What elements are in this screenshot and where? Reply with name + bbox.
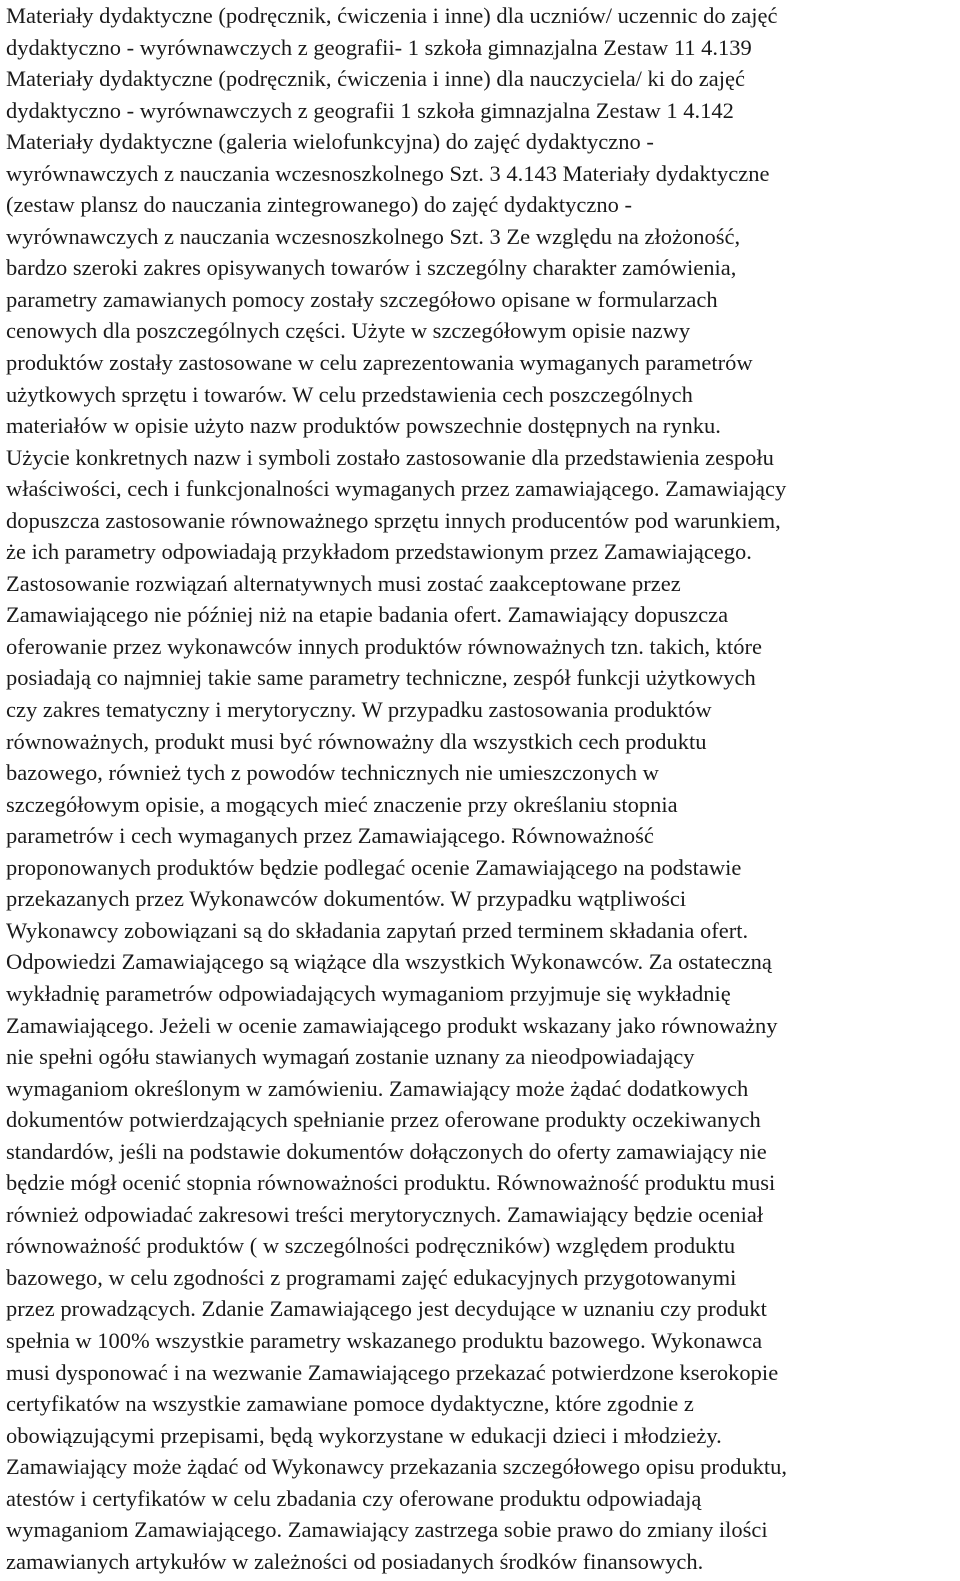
text-line: zamawianych artykułów w zależności od posiadanych środków finansowych. [6,1548,704,1574]
text-line: standardów, jeśli na podstawie dokumentów dołączonych do oferty zamawiający nie [6,1138,767,1164]
text-line: Materiały dydaktyczne (podręcznik, ćwiczenia i inne) dla uczniów/ uczennic do zajęć [6,3,778,28]
text-line: bazowego, w celu zgodności z programami zajęć edukacyjnych przygotowanymi [6,1264,737,1290]
text-line: Wykonawcy zobowiązani są do składania zapytań przed terminem składania ofert. [6,917,749,943]
text-line: przekazanych przez Wykonawców dokumentów. W przypadku wątpliwości [6,886,687,912]
text-line: atestów i certyfikatów w celu zbadania czy oferowane produktu odpowiadają [6,1485,702,1511]
text-line: że ich parametry odpowiadają przykładom przedstawionym przez Zamawiającego. [6,539,752,565]
document-body-text [6,0,956,1577]
text-line: oferowanie przez wykonawców innych produktów równoważnych tzn. takich, które [6,633,762,659]
text-line: Odpowiedzi Zamawiającego są wiążące dla wszystkich Wykonawców. Za ostateczną [6,949,772,975]
text-line: dopuszcza zastosowanie równoważnego sprzętu innych producentów pod warunkiem, [6,507,781,533]
text-line: cenowych dla poszczególnych części. Użyte w szczegółowym opisie nazwy [6,318,691,344]
text-line: bazowego, również tych z powodów technicznych nie umieszczonych w [6,760,659,786]
text-line: właściwości, cech i funkcjonalności wymaganych przez zamawiającego. Zamawiający [6,476,787,502]
text-line: równoważność produktów ( w szczególności podręczników) względem produktu [6,1233,736,1259]
text-line: dydaktyczno - wyrównawczych z geografii 1 szkoła gimnazjalna Zestaw 1 4.142 [6,97,734,123]
text-line: certyfikatów na wszystkie zamawiane pomoce dydaktyczne, które zgodnie z [6,1391,694,1417]
text-line: nie spełni ogółu stawianych wymagań zostanie uznany za nieodpowiadający [6,1044,695,1070]
text-line: będzie mógł ocenić stopnia równoważności produktu. Równoważność produktu musi [6,1170,776,1196]
text-line: Zastosowanie rozwiązań alternatywnych musi zostać zaakceptowane przez [6,570,681,596]
text-line: bardzo szeroki zakres opisywanych towarów i szczególny charakter zamówienia, [6,255,737,281]
text-line: Zamawiającego nie później niż na etapie badania ofert. Zamawiający dopuszcza [6,602,729,628]
text-line: dokumentów potwierdzających spełnianie przez oferowane produkty oczekiwanych [6,1107,761,1133]
text-line: Zamawiający może żądać od Wykonawcy przekazania szczegółowego opisu produktu, [6,1454,788,1480]
text-line: obowiązującymi przepisami, będą wykorzystane w edukacji dzieci i młodzieży. [6,1422,722,1448]
text-line: wyrównawczych z nauczania wczesnoszkolnego Szt. 3 Ze względu na złożoność, [6,223,741,249]
text-line: wymaganiom Zamawiającego. Zamawiający zastrzega sobie prawo do zmiany ilości [6,1517,768,1543]
text-line: musi dysponować i na wezwanie Zamawiającego przekazać potwierdzone kserokopie [6,1359,779,1385]
text-line: proponowanych produktów będzie podlegać ocenie Zamawiającego na podstawie [6,854,742,880]
text-line: materiałów w opisie użyto nazw produktów powszechnie dostępnych na rynku. [6,413,721,439]
text-line: dydaktyczno - wyrównawczych z geografii- 1 szkoła gimnazjalna Zestaw 11 4.139 [6,34,752,60]
text-line: Materiały dydaktyczne (podręcznik, ćwiczenia i inne) dla nauczyciela/ ki do zajęć [6,66,746,92]
text-line: czy zakres tematyczny i merytoryczny. W przypadku zastosowania produktów [6,697,712,723]
text-line: produktów zostały zastosowane w celu zaprezentowania wymaganych parametrów [6,350,753,376]
text-line: wyrównawczych z nauczania wczesnoszkolnego Szt. 3 4.143 Materiały dydaktyczne [6,160,770,186]
text-line: użytkowych sprzętu i towarów. W celu przedstawienia cech poszczególnych [6,381,693,407]
text-line: parametry zamawianych pomocy zostały szczegółowo opisane w formularzach [6,286,718,312]
text-line: Materiały dydaktyczne (galeria wielofunkcyjna) do zajęć dydaktyczno - [6,129,654,155]
text-line: spełnia w 100% wszystkie parametry wskazanego produktu bazowego. Wykonawca [6,1327,763,1353]
text-line: przez prowadzących. Zdanie Zamawiającego jest decydujące w uznaniu czy produkt [6,1296,767,1322]
text-line: Zamawiającego. Jeżeli w ocenie zamawiającego produkt wskazany jako równoważny [6,1012,778,1038]
text-line: wymaganiom określonym w zamówieniu. Zamawiający może żądać dodatkowych [6,1075,749,1101]
text-line: szczegółowym opisie, a mogących mieć znaczenie przy określaniu stopnia [6,791,678,817]
text-line: Użycie konkretnych nazw i symboli zostało zastosowanie dla przedstawienia zespołu [6,444,774,470]
text-line: parametrów i cech wymaganych przez Zamawiającego. Równoważność [6,823,654,849]
text-line: równoważnych, produkt musi być równoważny dla wszystkich cech produktu [6,728,707,754]
text-line: (zestaw plansz do nauczania zintegrowanego) do zajęć dydaktyczno - [6,192,632,218]
text-line: posiadają co najmniej takie same parametry techniczne, zespół funkcji użytkowych [6,665,756,691]
text-line: również odpowiadać zakresowi treści merytorycznych. Zamawiający będzie oceniał [6,1201,764,1227]
text-line: wykładnię parametrów odpowiadających wymaganiom przyjmuje się wykładnię [6,980,731,1006]
